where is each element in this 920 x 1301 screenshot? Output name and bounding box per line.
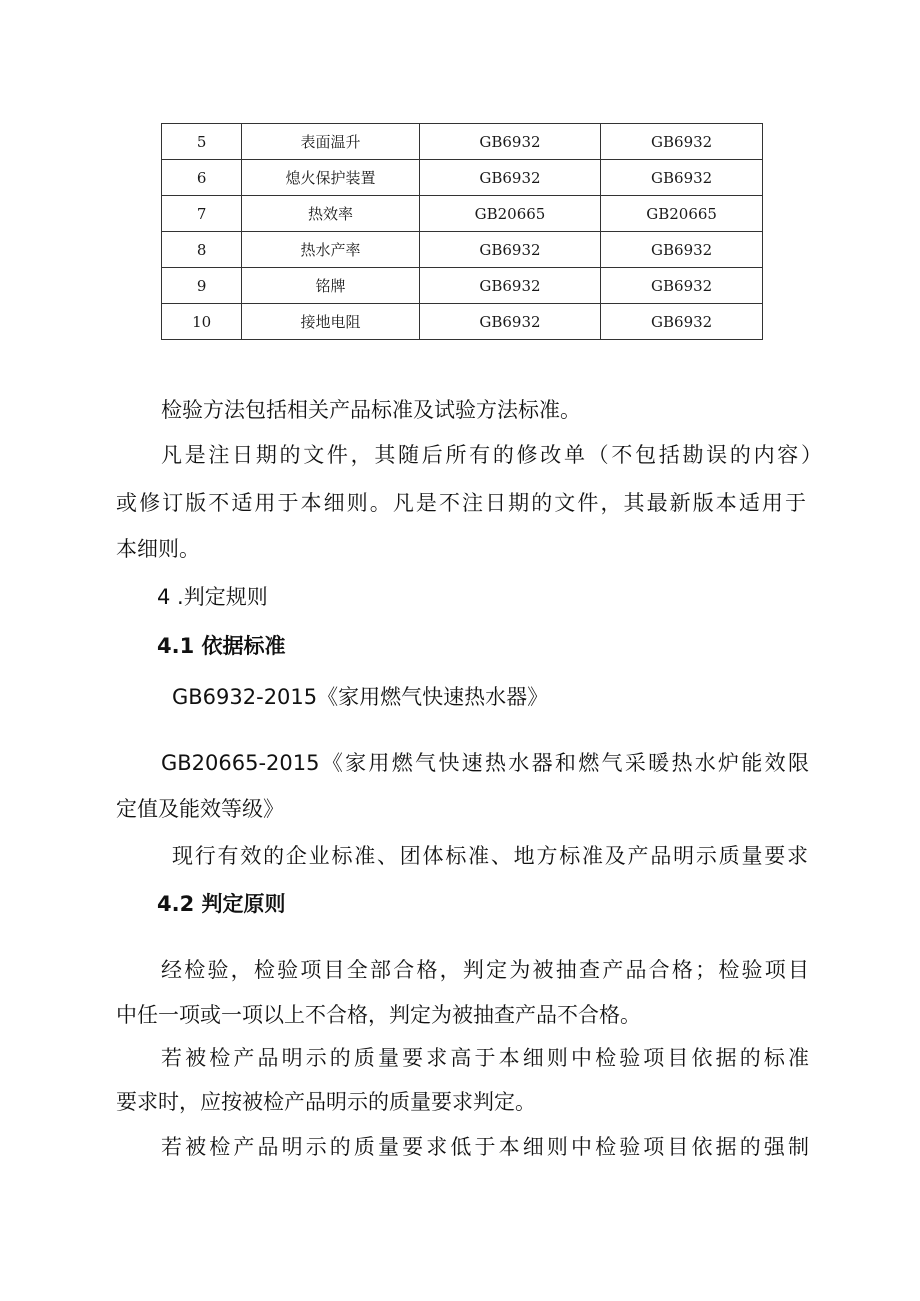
paragraph-methods: 检验方法包括相关产品标准及试验方法标准。 [161, 398, 581, 422]
row-number: 10 [162, 304, 242, 340]
inspection-item: 接地电阻 [242, 304, 419, 340]
standard-a: GB6932 [419, 160, 601, 196]
inspection-item: 熄火保护装置 [242, 160, 419, 196]
table-row [162, 196, 763, 232]
standard-b: GB6932 [601, 232, 763, 268]
standard-a: GB20665 [419, 196, 601, 232]
standard-b: GB6932 [601, 268, 763, 304]
row-number: 8 [162, 232, 242, 268]
standard-gb6932: GB6932-2015《家用燃气快速热水器》 [172, 685, 549, 709]
standard-gb20665-line1: GB20665-2015《家用燃气快速热水器和燃气采暖热水炉能效限 [161, 751, 809, 775]
inspection-item: 铭牌 [242, 268, 419, 304]
standard-a: GB6932 [419, 304, 601, 340]
row-number: 7 [162, 196, 242, 232]
paragraph-dated-files-line3: 本细则。 [116, 537, 200, 561]
standard-b: GB6932 [601, 304, 763, 340]
section-heading-4-2: 4.2 判定原则 [157, 892, 286, 916]
standard-a: GB6932 [419, 268, 601, 304]
row-number: 6 [162, 160, 242, 196]
standard-a: GB6932 [419, 124, 601, 160]
standard-b: GB20665 [601, 196, 763, 232]
inspection-item: 热水产率 [242, 232, 419, 268]
paragraph-lower-requirement-line1: 若被检产品明示的质量要求低于本细则中检验项目依据的强制 [161, 1135, 809, 1159]
paragraph-dated-files-line1: 凡是注日期的文件，其随后所有的修改单（不包括勘误的内容） [161, 443, 822, 467]
inspection-item: 表面温升 [242, 124, 419, 160]
standard-gb20665-line2: 定值及能效等级》 [116, 797, 284, 821]
table-row [162, 232, 763, 268]
inspection-item: 热效率 [242, 196, 419, 232]
section-heading-4: 4 .判定规则 [157, 585, 268, 609]
standard-a: GB6932 [419, 232, 601, 268]
standard-b: GB6932 [601, 124, 763, 160]
inspection-items-table [161, 123, 763, 340]
table-row [162, 160, 763, 196]
section-heading-4-1: 4.1 依据标准 [157, 634, 286, 658]
table-row [162, 124, 763, 160]
paragraph-dated-files-line2: 或修订版不适用于本细则。凡是不注日期的文件，其最新版本适用于 [116, 491, 806, 515]
paragraph-higher-requirement-line2: 要求时，应按被检产品明示的质量要求判定。 [116, 1090, 536, 1114]
standard-other-requirements: 现行有效的企业标准、团体标准、地方标准及产品明示质量要求 [172, 844, 808, 868]
paragraph-judgement-line2: 中任一项或一项以上不合格，判定为被抽查产品不合格。 [116, 1003, 641, 1027]
paragraph-higher-requirement-line1: 若被检产品明示的质量要求高于本细则中检验项目依据的标准 [161, 1046, 809, 1070]
paragraph-judgement-line1: 经检验，检验项目全部合格，判定为被抽查产品合格；检验项目 [161, 958, 809, 982]
table-row [162, 268, 763, 304]
row-number: 9 [162, 268, 242, 304]
standard-b: GB6932 [601, 160, 763, 196]
table-row [162, 304, 763, 340]
row-number: 5 [162, 124, 242, 160]
